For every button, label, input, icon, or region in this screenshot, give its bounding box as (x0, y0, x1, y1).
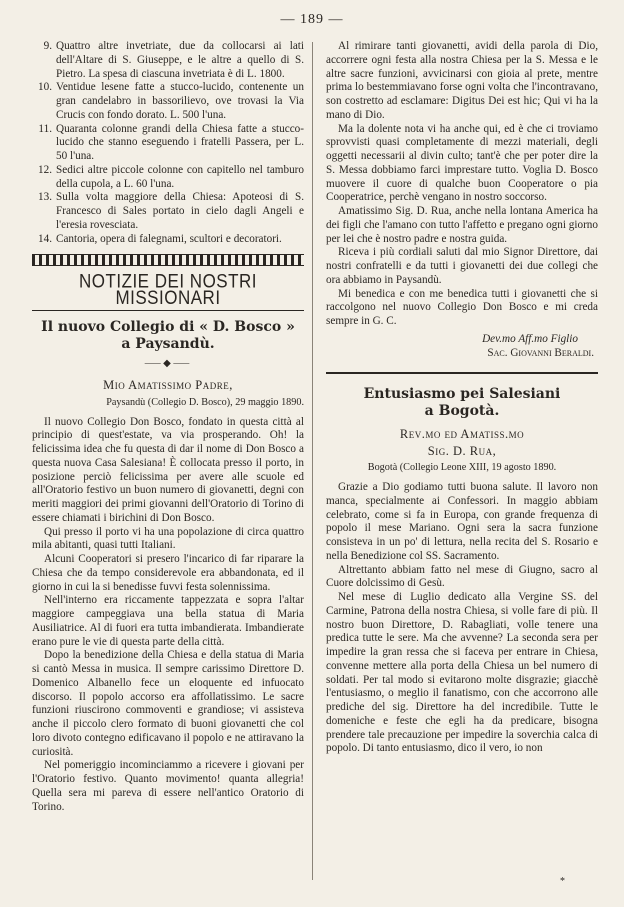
article-title-line: Il nuovo Collegio di « D. Bosco » (41, 319, 295, 336)
paragraph: Grazie a Dio godiamo tutti buona salute. Il lavoro non manca, specialmente ai Confessori. In maggio abbiam celebrato, come si fa in Europa, con grande frequenza di popolo il mese Mariano. Ogni sera la sacra funzione consisteva in un po' di lettura, nella recita del S. Rosario e nella Benedizione col SS. Sacramento. (326, 481, 598, 562)
dateline: Paysandù (Collegio D. Bosco), 29 maggio 1890. (106, 396, 304, 408)
paragraph: Riceva i più cordiali saluti dal mio Signor Direttore, dai nostri confratelli e da tutti i giovanetti dei due collegi che ora abbiamo in Paysandù. (326, 246, 598, 286)
right-column (326, 40, 598, 756)
expense-list (32, 40, 304, 246)
article-title-line: a Paysandù. (121, 336, 215, 353)
dateline: Bogotà (Collegio Leone XIII, 19 agosto 1890. (367, 462, 557, 474)
ornament-dash: ⸺◆⸺ (144, 358, 192, 370)
page-number: — 189 — (280, 12, 344, 27)
list-number: 14. (38, 232, 52, 245)
paragraph: Qui presso il porto vi ha una popolazione di circa quattro mila abitanti, quasi tutti Italiani. (32, 525, 304, 552)
list-item (32, 164, 304, 192)
paragraph: Nell'interno era riccamente tappezzata e sopra l'altar maggiore campeggiava una bella statua di Maria Ausiliatrice. Al di fuori era tutta imbandierata. Imbandierate erano pure le vie di questa parte della città. (32, 594, 304, 648)
list-text: Quattro altre invetriate, due da collocarsi ai lati dell'Altare di S. Giuseppe, e le altre a quello di S. Pietro. La spesa di ciascuna invetriata è di L. 1800. (56, 40, 304, 80)
list-number: 9. (43, 40, 52, 52)
paragraph: Ma la dolente nota vi ha anche qui, ed è che ci troviamo sprovvisti quasi completamente di mezzi materiali, degli oggetti necessarii al divin culto; tant'è che per poter dire la S. Messa dobbiamo farci imprestare tutto. Voglia D. Bosco muovere il cuore di qualche buon Cooperatore o pia Cooperatrice, perchè vengano in nostro soccorso. (326, 122, 598, 204)
list-item (32, 81, 304, 122)
list-item (32, 40, 304, 81)
paragraph: Nel pomeriggio incominciammo a ricevere i giovani per l'Oratorio festivo. Quanto movimento! quanta allegria! Quella sera mi pareva di essere nell'antico Oratorio di Torino. (32, 759, 304, 813)
list-number: 13. (38, 191, 52, 204)
signature: Dev.mo Aff.mo Figlio (482, 332, 578, 345)
ornamental-border (32, 254, 304, 266)
salutation: Rev.mo ed Amatiss.mo (399, 426, 525, 441)
column-divider (312, 42, 313, 880)
list-text: Quaranta colonne grandi della Chiesa fatte a stucco-lucido che stanno eseguendo i fratelli Passera, per L. 50 l'una. (56, 122, 304, 162)
list-text: Ventidue lesene fatte a stucco-lucido, contenente un gran candelabro in bassorilievo, ove trovasi la Via Crucis con fondo dorato. L. 500 l'una. (56, 81, 304, 121)
section-rule (32, 310, 304, 312)
article-title-line: a Bogotà. (424, 402, 500, 419)
paragraph: Il nuovo Collegio Don Bosco, fondato in questa città al principio di quest'estate, va via prosperando. Oh! la felicissima idea che fu questa di dar il nome di Don Bosco a questa nuova Casa Salesiana! È collocata presso il porto, in posizione perciò felicissima per avere alle scuole ed all'Oratorio festivo un buon numero di giovanetti, degni con meriti maggiori dei primi giovanni dell'Oratorio di Torino di essere chiamati i birichini di Don Bosco. (32, 415, 304, 524)
salutation: Mio Amatissimo Padre, (103, 378, 233, 392)
article-separator (326, 372, 598, 374)
section-title: NOTIZIE DEI NOSTRI MISSIONARI (78, 270, 258, 309)
signature-name: Sac. Giovanni Beraldi. (487, 346, 594, 359)
salutation: Sig. D. Rua, (427, 443, 497, 458)
left-column (32, 40, 304, 814)
list-text: Sulla volta maggiore della Chiesa: Apoteosi di S. Francesco di Sales portato in cielo dagli Angeli e l'eresia rovesciata. (56, 191, 304, 231)
article-title (326, 386, 598, 420)
paragraph: Amatissimo Sig. D. Rua, anche nella lontana America ha dei figli che l'amano con tutto l'affetto e pregano ogni giorno per lei che è nostro padre e nostra guida. (326, 205, 598, 245)
paragraph: Altrettanto abbiam fatto nel mese di Giugno, sacro al Cuore dolcissimo di Gesù. (326, 563, 598, 590)
paragraph: Al rimirare tanti giovanetti, avidi della parola di Dio, accorrere ogni festa alla nostra Chiesa per la S. Messa e le altre sacre funzioni, avvicinarsi con gioia al prete, mentre prima lo bestemmiavano forse ogni volta che l'incontravano, son costretto ad esclamare: Digitus Dei est hic; Qui vi ha la mano di Dio. (326, 40, 598, 121)
list-item (32, 123, 304, 164)
list-item (32, 233, 304, 247)
paragraph: Mi benedica e con me benedica tutti i giovanetti che si raccolgono nel nuovo Collegio Don Bosco e mi creda sempre in G. C. (326, 287, 598, 327)
list-text: Cantoria, opera di falegnami, scultori e decoratori. (56, 232, 282, 245)
list-item (32, 191, 304, 232)
footnote-star: * (560, 876, 565, 887)
list-text: Sedici altre piccole colonne con capitello nel tamburo della cupola, a L. 60 l'una. (56, 163, 304, 190)
list-number: 12. (38, 163, 52, 176)
paragraph: Nel mese di Luglio dedicato alla Vergine SS. del Carmine, Patrona della nostra Chiesa, si volle fare di più. Il nostro buon Direttore, D. Rabagliati, volle tenere una predica tutte le sere. Ma che avvenne? La seconda sera per impedire la gran ressa che si faceva per entrare in Chiesa, convenne mettere alla porta della Chiesa un bel numero di soldati. Per tal modo si evitarono molte disgrazie; giacchè l'entusiasmo, o meglio il fanatismo, con che accorrono alle prediche del sig. Direttore ha del incredibile. Tutte le domeniche e feste che egli ha da predicare, bisogna prendere tale precauzione per impedire la soverchia calca di popolo. Di tanto entusiasmo, dico il vero, io non (326, 591, 598, 755)
paragraph: Alcuni Cooperatori si presero l'incarico di far riparare la Chiesa che da tempo considerevole era abbandonata, ed il giorno in cui la si benedisse fuvvi festa solennissima. (32, 553, 304, 593)
article-title-line: Entusiasmo pei Salesiani (363, 385, 561, 402)
list-number: 10. (38, 81, 52, 94)
article-title (32, 319, 304, 353)
list-number: 11. (38, 122, 52, 135)
paragraph: Dopo la benedizione della Chiesa e della statua di Maria si cantò Messa in musica. Il sempre carissimo Direttore D. Domenico Albanello fece un eloquente ed infuocato discorso. Il popolo accorso era affollatissimo. Le sacre funzioni riuscirono commoventi e grandiose; vi assisteva anche il piccolo clero formato di buoni giovanetti che col loro divoto contegno edificavano il popolo e ne attiravano la curiosità. (32, 649, 304, 758)
